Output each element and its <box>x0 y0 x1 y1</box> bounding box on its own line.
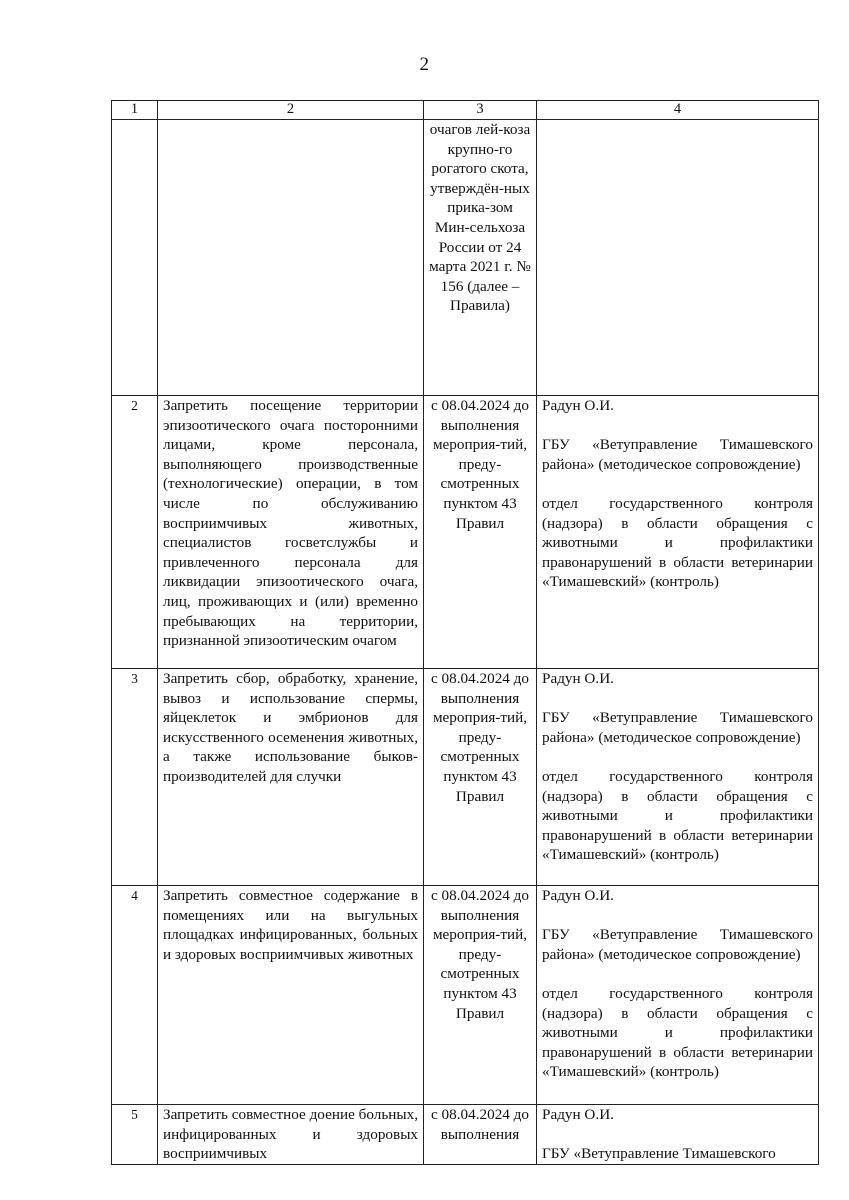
measure-cell: Запретить совместное содержание в помещениях или на выгульных площадках инфицированных, больных и здоровых восприимчивых животных <box>158 886 424 1105</box>
page-number: 2 <box>419 54 430 75</box>
measure-cell: Запретить совместное доение больных, инфицированных и здоровых восприимчивых <box>158 1105 424 1165</box>
table-row-continuation <box>112 120 819 396</box>
measure-cell: Запретить посещение территории эпизоотического очага посторонними лицами, кроме персонала, выполняющего производственные (технологические) операции, в том числе по обслуживанию восприимчивых животных, специалистов госветслужбы и привлеченного персонала для ликвидации эпизоотического очага, лиц, проживающих и (или) временно пребывающих на территории, признанной эпизоотическим очагом <box>158 396 424 669</box>
responsible-person: Радун О.И. <box>542 397 614 414</box>
table-row <box>112 886 819 1105</box>
row-number-cell: 4 <box>112 886 158 1105</box>
term-cell: с 08.04.2024 до выполнения мероприя-тий, преду-смотренных пунктом 43 Правил <box>424 396 537 669</box>
responsible-person: Радун О.И. <box>542 887 614 904</box>
row-number-cell: 5 <box>112 1105 158 1165</box>
responsible-org-methodical: ГБУ «Ветуправление Тимашевского района» (методическое сопровождение) <box>542 709 813 746</box>
column-header-2: 2 <box>158 101 424 120</box>
responsible-org-control: отдел государственного контроля (надзора) в области обращения с животными и профилактики правонарушений в области ветеринарии «Тимашевский» (контроль) <box>542 494 813 591</box>
term-cell: с 08.04.2024 до выполнения <box>424 1105 537 1165</box>
row-number-cell: 2 <box>112 396 158 669</box>
responsible-org-methodical: ГБУ «Ветуправление Тимашевского района» (методическое сопровождение) <box>542 926 813 963</box>
table-header-row <box>112 101 819 120</box>
table-row <box>112 1105 819 1165</box>
term-cell: с 08.04.2024 до выполнения мероприя-тий, преду-смотренных пунктом 43 Правил <box>424 886 537 1105</box>
responsible-cell <box>537 120 819 396</box>
column-header-3: 3 <box>424 101 537 120</box>
responsible-cell <box>537 886 819 1105</box>
responsible-cell <box>537 1105 819 1165</box>
responsible-cell <box>537 396 819 669</box>
row-number-cell <box>112 120 158 396</box>
column-header-4: 4 <box>537 101 819 120</box>
responsible-org-methodical: ГБУ «Ветуправление Тимашевского <box>542 1145 776 1163</box>
responsible-person: Радун О.И. <box>542 670 614 687</box>
responsible-person: Радун О.И. <box>542 1106 614 1123</box>
measure-cell: Запретить сбор, обработку, хранение, вывоз и использование спермы, яйцеклеток и эмбрионов для искусственного осеменения животных, а также использование быков-производителей для случки <box>158 669 424 886</box>
responsible-cell <box>537 669 819 886</box>
term-cell: очагов лей-коза крупно-го рогатого скота, утверждён-ных прика-зом Мин-сельхоза России от 24 марта 2021 г. № 156 (далее – Правила) <box>424 120 537 396</box>
table-row <box>112 396 819 669</box>
responsible-org-control: отдел государственного контроля (надзора) в области обращения с животными и профилактики правонарушений в области ветеринарии «Тимашевский» (контроль) <box>542 984 813 1081</box>
measure-cell <box>158 120 424 396</box>
term-cell: с 08.04.2024 до выполнения мероприя-тий, преду-смотренных пунктом 43 Правил <box>424 669 537 886</box>
table-row <box>112 669 819 886</box>
column-header-1: 1 <box>112 101 158 120</box>
measures-table <box>111 100 819 1165</box>
responsible-org-control: отдел государственного контроля (надзора) в области обращения с животными и профилактики правонарушений в области ветеринарии «Тимашевский» (контроль) <box>542 767 813 864</box>
responsible-org-methodical: ГБУ «Ветуправление Тимашевского района» (методическое сопровождение) <box>542 436 813 473</box>
row-number-cell: 3 <box>112 669 158 886</box>
